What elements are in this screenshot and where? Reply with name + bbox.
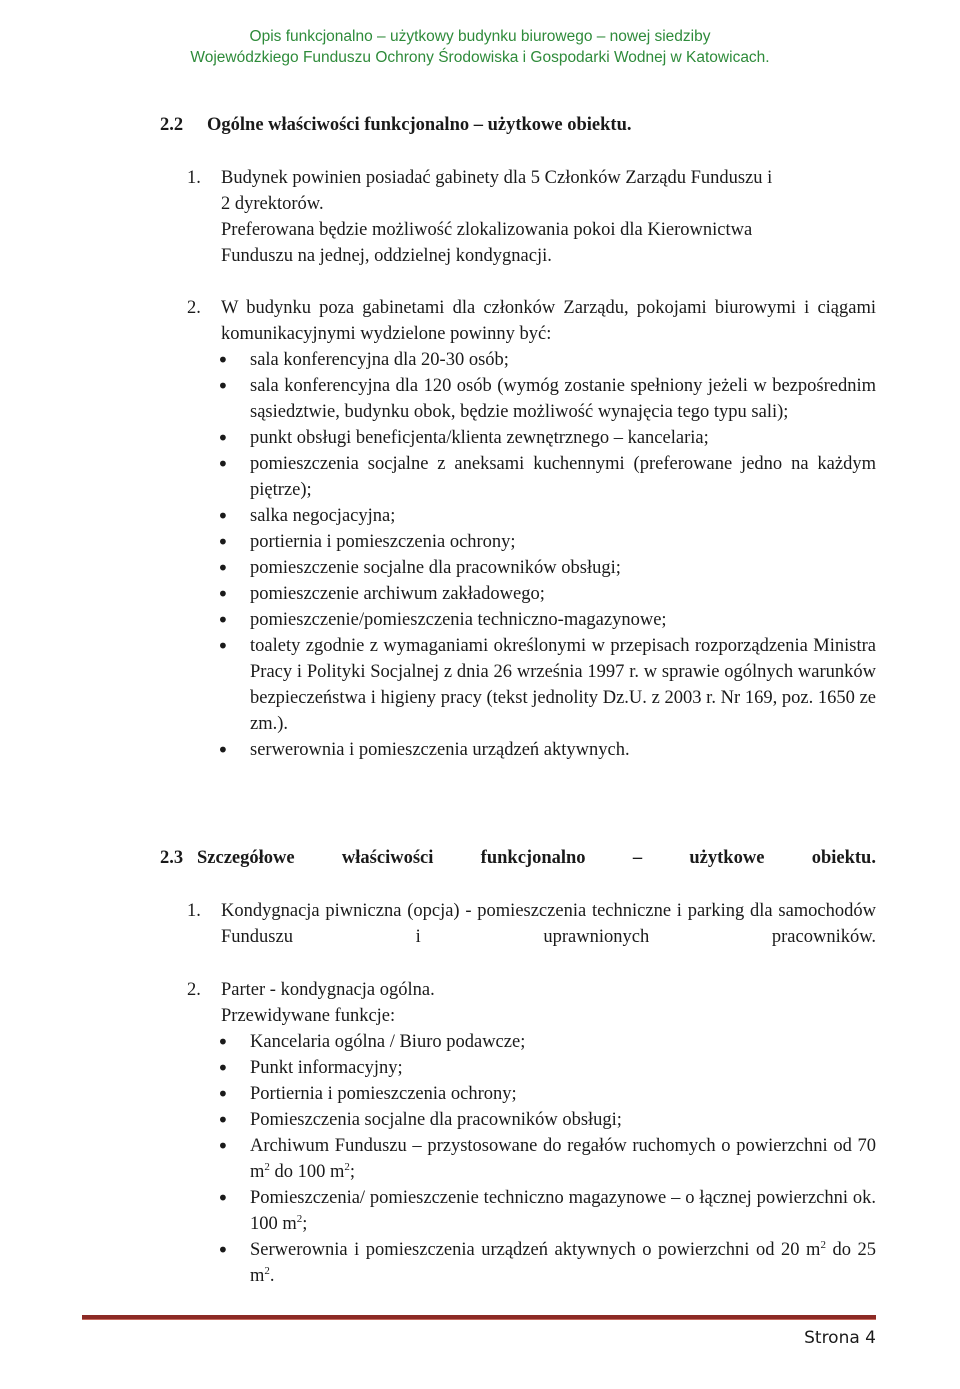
section-2-3-item-1 <box>187 898 876 950</box>
text-part: . <box>269 1266 275 1286</box>
list-item: • Pomieszczenia socjalne dla pracowników obsługi; <box>187 1107 876 1133</box>
item-line: Preferowana będzie możliwość zlokalizowania pokoi dla Kierownictwa <box>221 220 753 240</box>
title-word: – <box>632 848 643 868</box>
list-item-archiwum <box>187 1133 876 1185</box>
header-line-1: Opis funkcjonalno – użytkowy budynku biurowego – nowej siedziby <box>249 28 711 45</box>
title-word: właściwości <box>341 848 434 868</box>
section-2-2-item-1 <box>187 165 876 269</box>
list-item: • sala konferencyjna dla 20-30 osób; <box>187 347 876 373</box>
title-word: obiektu. <box>811 848 876 868</box>
page-number: Strona 4 <box>804 1328 876 1348</box>
superscript: 2 <box>820 1239 826 1251</box>
function-list <box>187 1029 876 1289</box>
item-text: Kondygnacja piwniczna (opcja) - pomieszczenia techniczne i parking dla samochodów Funduszu i uprawnionych pracowników. <box>221 901 876 947</box>
list-item: • pomieszczenie/pomieszczenia techniczno-magazynowe; <box>187 607 876 633</box>
title-word: użytkowe <box>689 848 765 868</box>
section-title: Ogólne właściwości funkcjonalno – użytkowe obiektu. <box>207 115 632 135</box>
superscript: 2 <box>296 1213 303 1225</box>
list-item: • Portiernia i pomieszczenia ochrony; <box>187 1081 876 1107</box>
text-part: ; <box>349 1162 356 1182</box>
section-2-3-item-2 <box>187 977 876 1289</box>
section-2-2-item-2 <box>187 295 876 763</box>
facility-list <box>187 347 876 763</box>
list-item: • pomieszczenie archiwum zakładowego; <box>187 581 876 607</box>
header-line-2: Wojewódzkiego Funduszu Ochrony Środowiska i Gospodarki Wodnej w Katowicach. <box>190 49 770 66</box>
section-number-text: 2.3 <box>160 848 184 868</box>
text-part: do 100 m <box>269 1162 345 1182</box>
superscript: 2 <box>264 1161 270 1173</box>
document-header <box>0 26 960 68</box>
list-item-magazyn <box>187 1185 876 1237</box>
list-item: • salka negocjacyjna; <box>187 503 876 529</box>
list-item: • Punkt informacyjny; <box>187 1055 876 1081</box>
list-item: • serwerownia i pomieszczenia urządzeń aktywnych. <box>187 737 876 763</box>
item-intro: W budynku poza gabinetami dla członków Zarządu, pokojami biurowymi i ciągami komunikacyjnymi wydzielone powinny być: <box>221 298 876 344</box>
list-item: • toalety zgodnie z wymaganiami określonymi w przepisach rozporządzenia Ministra Pracy i Polityki Socjalnej z dnia 26 września 1997 r. w sprawie ogólnych warunków bezpieczeństwa i higieny pracy (tekst jednolity Dz.U. z 2003 r. Nr 169, poz. 1650 ze zm.). <box>187 633 876 737</box>
list-item: • punkt obsługi beneficjenta/klienta zewnętrznego – kancelaria; <box>187 425 876 451</box>
list-item: • portiernia i pomieszczenia ochrony; <box>187 529 876 555</box>
list-item: • pomieszczenia socjalne z aneksami kuchennymi (preferowane jedno na każdym piętrze); <box>187 451 876 503</box>
section-number: 2.2 <box>160 115 184 135</box>
text-part: Serwerownia i pomieszczenia urządzeń aktywnych o powierzchni od 20 m <box>250 1240 821 1260</box>
footer-rule <box>82 1315 876 1320</box>
item-number: 1. <box>187 168 201 188</box>
list-item: • pomieszczenie socjalne dla pracowników obsługi; <box>187 555 876 581</box>
list-item: • sala konferencyjna dla 120 osób (wymóg zostanie spełniony jeżeli w bezpośrednim sąsiedztwie, budynku obok, będzie możliwość wynajęcia tego typu sali); <box>187 373 876 425</box>
item-line: Funduszu na jednej, oddzielnej kondygnacji. <box>221 246 552 266</box>
item-number: 2. <box>187 298 201 318</box>
title-word: funkcjonalno <box>480 848 586 868</box>
superscript: 2 <box>264 1265 270 1277</box>
superscript: 2 <box>344 1161 350 1173</box>
section-number <box>160 845 295 871</box>
text-part: ; <box>302 1214 308 1234</box>
text-part: Archiwum Funduszu – przystosowane do regałów ruchomych o powierzchni od 70 m <box>250 1136 876 1182</box>
item-line: Parter - kondygnacja ogólna. <box>221 980 435 1000</box>
list-item: • Kancelaria ogólna / Biuro podawcze; <box>187 1029 876 1055</box>
item-number: 1. <box>187 901 201 921</box>
section-2-3-heading <box>160 845 876 871</box>
item-line: 2 dyrektorów. <box>221 194 324 214</box>
list-item-serwer <box>187 1237 876 1289</box>
title-word: Szczegółowe <box>197 848 295 868</box>
section-2-2-heading <box>160 112 632 138</box>
item-number: 2. <box>187 980 201 1000</box>
text-part: do 25 m <box>250 1240 877 1286</box>
item-line: Budynek powinien posiadać gabinety dla 5 Członków Zarządu Funduszu i <box>221 168 773 188</box>
text-part: Pomieszczenia/ pomieszczenie techniczno magazynowe – o łącznej powierzchni ok. 100 m <box>250 1188 876 1234</box>
item-line: Przewidywane funkcje: <box>221 1006 396 1026</box>
